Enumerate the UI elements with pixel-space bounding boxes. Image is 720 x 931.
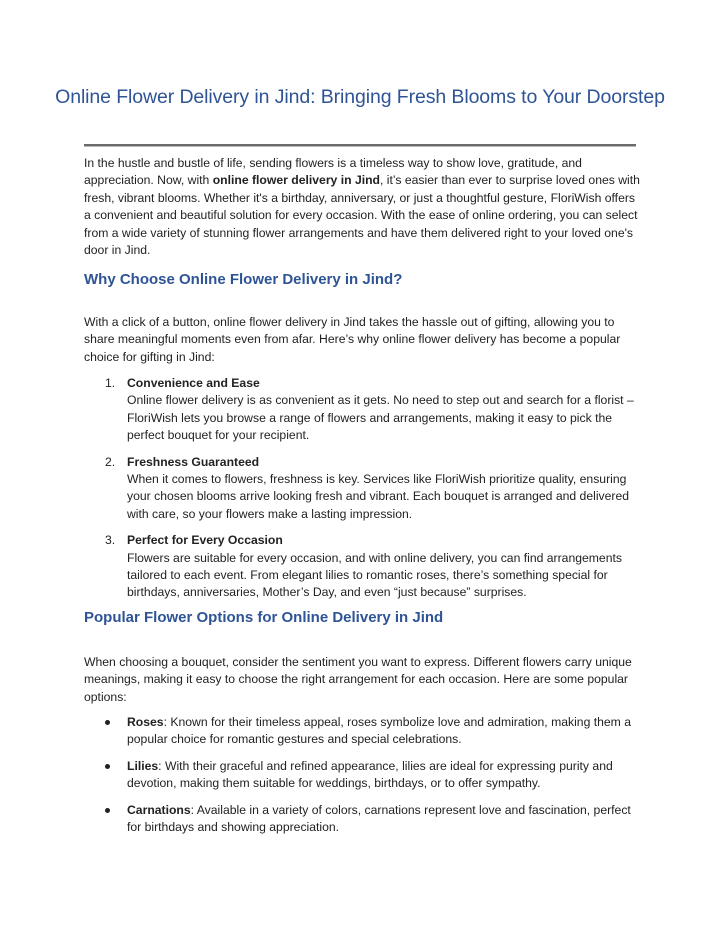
list-item (84, 454, 640, 524)
page-title: Online Flower Delivery in Jind: Bringing Fresh Blooms to Your Doorstep (55, 86, 665, 108)
why-choose-paragraph: With a click of a button, online flower delivery in Jind takes the hassle out of gifting, allowing you to share meaningful moments even from afar. Here’s why online flower delivery has become a popular choice for gifting in Jind: (84, 315, 621, 364)
list-item-text: Online flower delivery is as convenient as it gets. No need to step out and search for a florist – FloriWish lets you browse a range of flowers and arrangements, making it easy to pick the perfect bouquet for your recipient. (127, 393, 634, 443)
intro-paragraph (84, 155, 640, 259)
list-item (84, 802, 640, 837)
flower-description: : Known for their timeless appeal, roses symbolize love and admiration, making them a popular choice for romantic gestures and special celebrations. (127, 715, 632, 747)
list-number: 1. (105, 376, 116, 390)
bullet-icon (105, 720, 110, 725)
flower-description: : With their graceful and refined appearance, lilies are ideal for expressing purity and devotion, making them suitable for weddings, birthdays, or to offer sympathy. (127, 758, 613, 791)
flower-term: Lilies (127, 758, 159, 773)
popular-options-paragraph: When choosing a bouquet, consider the sentiment you want to express. Different flowers carry unique meanings, making it easy to choose the right arrangement for each occasion. Here are some popular options: (84, 655, 632, 704)
list-item-title: Convenience and Ease (127, 376, 260, 390)
flower-options-list (84, 714, 640, 836)
list-item (84, 758, 640, 793)
flower-description: : Available in a variety of colors, carnations represent love and fascination, perfect for birthdays and showing appreciation. (127, 802, 631, 835)
list-item (84, 714, 640, 749)
list-item-title: Perfect for Every Occasion (127, 533, 283, 548)
reasons-list (84, 375, 640, 602)
bullet-icon (105, 764, 110, 769)
flower-term: Roses (127, 715, 164, 729)
title-divider (84, 144, 636, 147)
list-item (84, 375, 640, 445)
list-item-title: Freshness Guaranteed (127, 454, 260, 469)
list-number: 3. (105, 533, 116, 548)
intro-bold-keyword: online flower delivery in Jind (212, 173, 380, 188)
section-heading-why-choose: Why Choose Online Flower Delivery in Jind? (84, 271, 403, 288)
list-item-text: When it comes to flowers, freshness is key. Services like FloriWish prioritize quality, ensuring your chosen blooms arrive looking fresh and vibrant. Each bouquet is arranged and delivered with care, so your flowers make a lasting impression. (127, 472, 630, 521)
list-item-text: Flowers are suitable for every occasion, and with online delivery, you can find arrangements tailored to each event. From elegant lilies to romantic roses, there’s something special for birthdays, anniversaries, Mother’s Day, and even “just because” surprises. (127, 550, 622, 600)
list-number: 2. (105, 454, 116, 469)
intro-text-end: , it’s easier than ever to surprise loved ones with fresh, vibrant blooms. Whether it's a birthday, anniversary, or just a thoughtful gesture, FloriWish offers a convenient and beautiful solution for every occasion. With the ease of online ordering, you can select from a wide variety of stunning flower arrangements and have them delivered right to your loved one's door in Jind. (84, 173, 640, 258)
list-item (84, 532, 640, 602)
bullet-icon (105, 808, 110, 813)
flower-term: Carnations (127, 802, 191, 817)
section-heading-popular-options: Popular Flower Options for Online Delivery in Jind (84, 609, 444, 626)
intro-text-start: In the hustle and bustle of life, sending flowers is a timeless way to show love, gratitude, and appreciation. Now, with (84, 156, 582, 188)
